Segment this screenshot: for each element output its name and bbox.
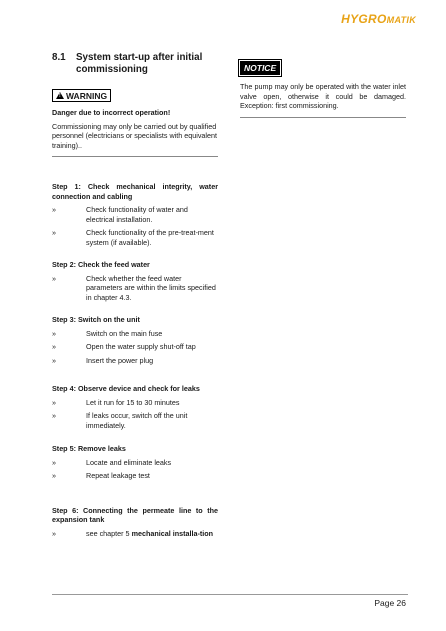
cross-reference-link: mechanical installa-tion	[131, 528, 214, 538]
bullet-mark: »	[52, 228, 56, 237]
logo-second-text: MATIK	[386, 15, 416, 25]
step-title: Step 5: Remove leaks	[52, 444, 126, 453]
list-item	[52, 228, 218, 247]
bullet-mark: »	[52, 355, 56, 365]
list-item-text: Check functionality of water and electrical installation.	[86, 205, 188, 224]
warning-label-text: WARNING	[66, 90, 108, 101]
list-item-text: Repeat leakage test	[86, 471, 150, 480]
footer-divider	[52, 594, 408, 595]
section-title: System start-up after initial commissioning	[76, 52, 203, 75]
list-item	[52, 529, 218, 539]
list-item	[52, 205, 218, 224]
warning-label	[52, 89, 111, 102]
right-column	[240, 58, 406, 118]
list-item	[52, 356, 218, 366]
section-heading	[52, 52, 218, 76]
bullet-mark: »	[52, 205, 56, 214]
list-item-text: If leaks occur, switch off the unit immediately.	[86, 411, 188, 430]
list-item	[52, 471, 218, 481]
bullet-mark: »	[52, 397, 56, 407]
notice-divider	[240, 117, 406, 118]
warning-body: Commissioning may only be carried out by qualified personnel (electricians or specialists with equivalent training)..	[52, 121, 217, 150]
step-5	[52, 444, 218, 481]
page-number: Page 26	[374, 598, 406, 608]
warning-headline: Danger due to incorrect operation!	[52, 108, 171, 117]
warning-divider	[52, 156, 218, 157]
list-item-text: Locate and eliminate leaks	[86, 457, 172, 467]
list-item-text: Switch on the main fuse	[86, 328, 163, 338]
bullet-mark: »	[52, 328, 56, 338]
bullet-mark: »	[52, 273, 56, 283]
step-title: Step 2: Check the feed water	[52, 260, 150, 269]
step-title: Step 1: Check mechanical integrity, water connection and cabling	[52, 182, 218, 201]
list-item	[52, 458, 218, 468]
list-item	[52, 329, 218, 339]
list-item-text: Check whether the feed water parameters are within the limits specified in chapter 4.3.	[86, 273, 216, 302]
left-column	[52, 52, 218, 538]
bullet-mark: »	[52, 342, 56, 351]
list-item	[52, 398, 218, 408]
list-item	[52, 274, 218, 303]
step-title: Step 4: Observe device and check for leaks	[52, 384, 200, 393]
brand-logo	[341, 12, 416, 26]
bullet-mark: »	[52, 457, 56, 467]
step-4	[52, 384, 218, 430]
notice-body: The pump may only be operated with the water inlet valve open, otherwise it could be damaged. Exception: first commissioning.	[240, 82, 406, 110]
step-2	[52, 260, 218, 302]
step-title: Step 6: Connecting the permeate line to the expansion tank	[52, 505, 218, 524]
step-1	[52, 182, 218, 247]
list-item-text	[86, 529, 218, 539]
bullet-mark: »	[52, 411, 56, 420]
list-item-text: Let it run for 15 to 30 minutes	[86, 397, 180, 407]
step-6	[52, 506, 218, 539]
list-item-text: Check functionality of the pre-treat-ment system (if available).	[86, 228, 214, 247]
list-item	[52, 411, 218, 430]
list-item-text: Open the water supply shut-off tap	[86, 342, 196, 351]
logo-main-text: HYGRO	[341, 12, 387, 26]
step-3	[52, 315, 218, 365]
warning-triangle-icon	[56, 92, 64, 99]
step-title: Step 3: Switch on the unit	[52, 315, 140, 324]
list-item-text: Insert the power plug	[86, 355, 154, 365]
bullet-mark: »	[52, 471, 56, 480]
section-number: 8.1	[52, 52, 66, 63]
notice-label: NOTICE	[240, 61, 280, 75]
cross-reference-prefix: see chapter 5	[86, 528, 132, 538]
bullet-mark: »	[52, 528, 56, 538]
list-item	[52, 342, 218, 352]
